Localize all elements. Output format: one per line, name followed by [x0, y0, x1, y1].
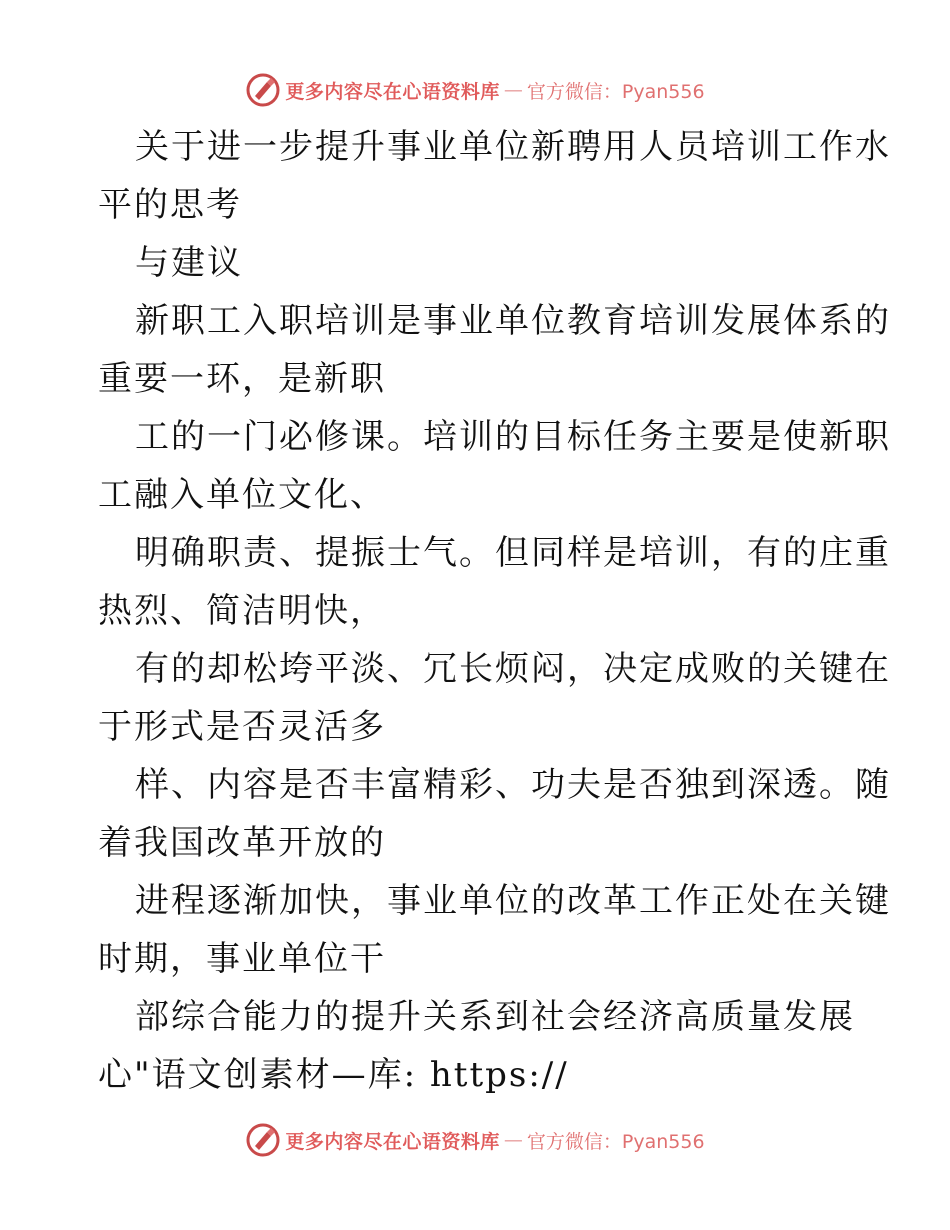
- banner-title: 更多内容尽在心语资料库: [285, 1130, 500, 1153]
- banner-title: 更多内容尽在心语资料库: [285, 80, 500, 103]
- paragraph-line: 时期，事业单位干: [98, 939, 386, 979]
- paragraph-line: 着我国改革开放的: [98, 823, 386, 863]
- paragraph-line: 工融入单位文化、: [98, 475, 386, 515]
- footer-watermark-banner: [0, 1120, 950, 1160]
- paragraph-line: 进程逐渐加快，事业单位的改革工作正处在关键: [135, 881, 891, 921]
- banner-separator: —: [503, 79, 523, 101]
- paragraph-line: 新职工入职培训是事业单位教育培训发展体系的: [135, 301, 891, 341]
- paragraph-line: 工的一门必修课。培训的目标任务主要是使新职: [135, 417, 891, 457]
- logo-icon: [245, 1122, 281, 1158]
- paragraph-line: 有的却松垮平淡、冗长烦闷，决定成败的关键在: [135, 649, 891, 689]
- banner-separator: —: [503, 1129, 523, 1151]
- paragraph-line: 样、内容是否丰富精彩、功夫是否独到深透。随: [135, 765, 891, 805]
- paragraph-line: 热烈、简洁明快，: [98, 591, 386, 631]
- header-watermark-banner: [0, 70, 950, 110]
- banner-wechat: 官方微信：Pyan556: [526, 80, 705, 103]
- document-body: [98, 118, 891, 1104]
- banner-wechat: 官方微信：Pyan556: [526, 1130, 705, 1153]
- paragraph-line: 心"语文创素材—库: https://: [98, 1055, 569, 1095]
- title-line-2: 平的思考: [98, 185, 242, 225]
- paragraph-line: 部综合能力的提升关系到社会经济高质量发展: [135, 997, 855, 1037]
- paragraph-line: 重要一环，是新职: [98, 359, 386, 399]
- title-line-1: 关于进一步提升事业单位新聘用人员培训工作水: [135, 127, 891, 167]
- logo-icon: [245, 72, 281, 108]
- title-line-3: 与建议: [135, 243, 243, 283]
- paragraph-line: 明确职责、提振士气。但同样是培训，有的庄重: [135, 533, 891, 573]
- paragraph-line: 于形式是否灵活多: [98, 707, 386, 747]
